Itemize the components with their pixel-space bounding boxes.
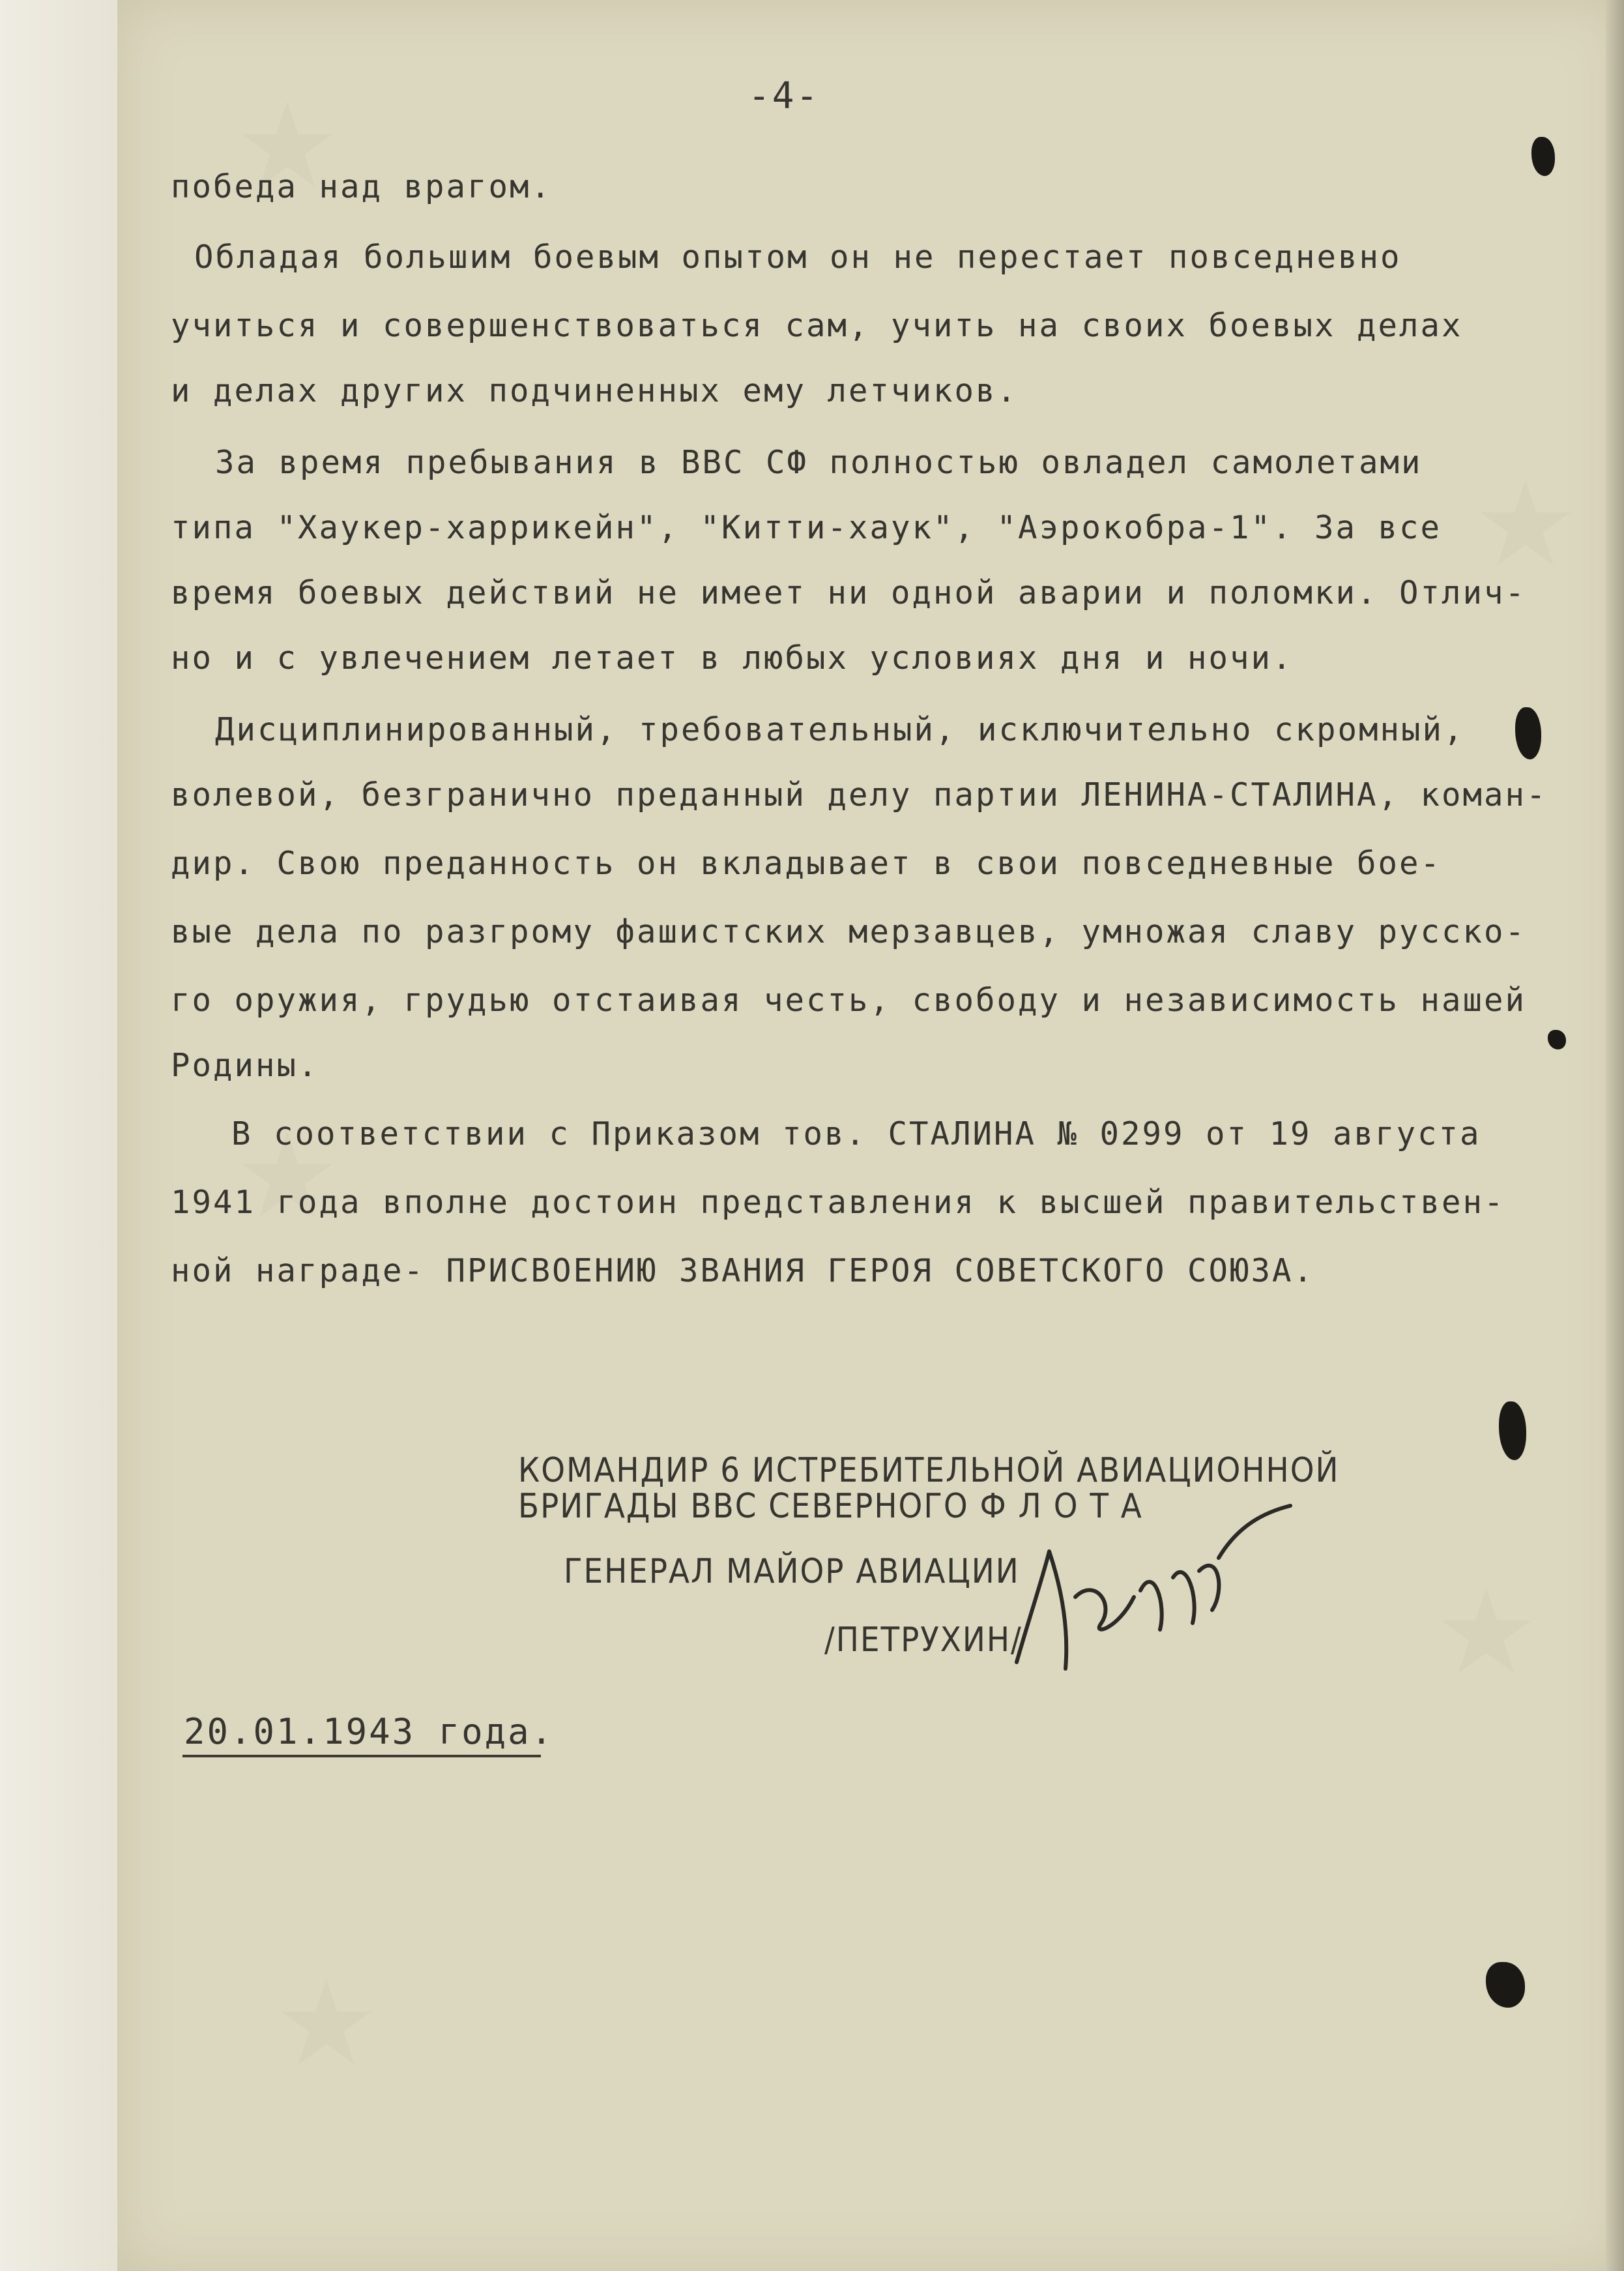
body-line: но и с увлечением летает в любых условиях дня и ночи.: [171, 639, 1294, 677]
body-line: вые дела по разгрому фашистских мерзавцев, умножая славу русско-: [171, 913, 1527, 950]
body-line: 1941 года вполне достоин представления к высшей правительствен-: [171, 1184, 1505, 1221]
body-line: победа над врагом.: [171, 168, 553, 205]
body-line: Обладая большим боевым опытом он не перестает повседневно: [194, 239, 1402, 276]
body-line: ной награде- ПРИСВОЕНИЮ ЗВАНИЯ ГЕРОЯ СОВЕТСКОГО СОЮЗА.: [171, 1252, 1315, 1289]
body-line: В соответствии с Приказом тов. СТАЛИНА № 0299 от 19 августа: [231, 1115, 1481, 1152]
date-underline: [182, 1755, 541, 1757]
signatory-rank: ГЕНЕРАЛ МАЙОР АВИАЦИИ: [564, 1552, 1020, 1591]
body-line: За время пребывания в ВВС СФ полностью овладел самолетами: [215, 444, 1423, 481]
signatory-name: /ПЕТРУХИН/: [824, 1620, 1022, 1660]
body-line: го оружия, грудью отстаивая честь, свободу и независимость нашей: [171, 982, 1527, 1019]
page-edge-shadow: [1606, 0, 1624, 2271]
body-line: волевой, безгранично преданный делу партии ЛЕНИНА-СТАЛИНА, коман-: [171, 776, 1548, 813]
body-line: Родины.: [171, 1047, 319, 1084]
watermark-star-icon: ★: [274, 1956, 379, 2092]
body-line: учиться и совершенствоваться сам, учить на своих боевых делах: [171, 307, 1463, 344]
background-margin: [0, 0, 117, 2271]
signatory-title-line-1: КОМАНДИР 6 ИСТРЕБИТЕЛЬНОЙ АВИАЦИОННОЙ: [518, 1451, 1340, 1490]
body-line: типа "Хаукер-харрикейн", "Китти-хаук", "Аэрокобра-1". За все: [171, 509, 1442, 546]
watermark-star-icon: ★: [235, 78, 340, 214]
body-line: дир. Свою преданность он вкладывает в свои повседневные бое-: [171, 845, 1442, 882]
body-line: Дисциплинированный, требовательный, исключительно скромный,: [215, 711, 1465, 748]
page-number: -4-: [748, 75, 820, 117]
document-date: 20.01.1943 года.: [184, 1711, 555, 1752]
signatory-title-line-2: БРИГАДЫ ВВС СЕВЕРНОГО Ф Л О Т А: [518, 1487, 1143, 1526]
watermark-star-icon: ★: [1473, 456, 1578, 593]
watermark-star-icon: ★: [1434, 1564, 1539, 1701]
handwritten-signature: [1004, 1499, 1303, 1695]
body-line: время боевых действий не имеет ни одной аварии и поломки. Отлич-: [171, 574, 1527, 611]
watermark-star-icon: ★: [235, 1108, 340, 1244]
body-line: и делах других подчиненных ему летчиков.: [171, 372, 1019, 409]
